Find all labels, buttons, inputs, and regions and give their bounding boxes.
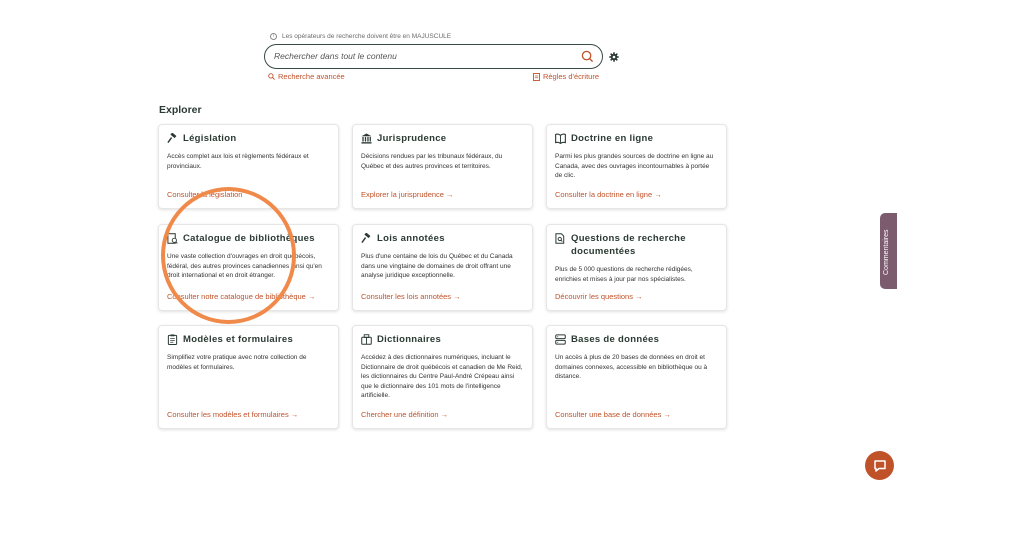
search-hint — [270, 30, 624, 42]
search-small-icon — [268, 73, 275, 80]
card-title: Doctrine en ligne — [571, 133, 654, 144]
gear-icon[interactable] — [609, 52, 619, 62]
card-link[interactable]: Consulter une base de données → — [555, 410, 671, 419]
card-title: Bases de données — [571, 334, 660, 345]
card-description: Un accès à plus de 20 bases de données en droit et domaines connexes, accessible en bibliothèque ou à distance. — [555, 354, 708, 380]
search-input[interactable] — [274, 45, 574, 67]
card-description: Décisions rendues par les tribunaux fédéraux, du Québec et des autres provinces et territoires. — [361, 153, 503, 170]
card-description: Simplifiez votre pratique avec notre collection de modèles et formulaires. — [167, 354, 307, 371]
courthouse-icon — [361, 133, 372, 144]
database-icon — [555, 334, 566, 345]
card-dictionaries[interactable] — [352, 325, 533, 429]
card-description: Plus de 5 000 questions de recherche rédigées, enrichies et mises à jour par nos spécialistes. — [555, 266, 693, 283]
card-link[interactable]: Découvrir les questions → — [555, 292, 643, 301]
card-databases[interactable] — [546, 325, 727, 429]
card-description: Accédez à des dictionnaires numériques, incluant le Dictionnaire de droit québécois et canadien de Me Reid, les dictionnaires du Centre Paul-André Crépeau ainsi que le dictionnaire des 101 mots de l'intelligence artificielle. — [361, 354, 523, 399]
search-links — [264, 72, 603, 81]
card-link[interactable]: Consulter la législation — [167, 190, 243, 199]
card-title: Dictionnaires — [377, 334, 442, 345]
card-description: Plus d'une centaine de lois du Québec et du Canada dans une vingtaine de domaines de droit offrant une analyse juridique exceptionnelle. — [361, 253, 513, 279]
search-area — [264, 30, 624, 81]
card-models-forms[interactable] — [158, 325, 339, 429]
search-row — [264, 44, 624, 69]
card-title: Législation — [183, 133, 237, 144]
gavel-icon — [361, 233, 372, 244]
card-link[interactable]: Consulter les lois annotées → — [361, 292, 461, 301]
info-icon: i — [270, 33, 277, 40]
document-icon — [533, 73, 540, 81]
document-search-icon — [555, 233, 566, 244]
card-title: Questions de recherche documentées — [571, 233, 686, 257]
card-description: Parmi les plus grandes sources de doctrine en ligne au Canada, avec des ouvrages incontournables à portée de clic. — [555, 153, 714, 179]
card-link[interactable]: Chercher une définition → — [361, 410, 449, 419]
card-description: Une vaste collection d'ouvrages en droit québécois, fédéral, des autres provinces canadiennes ainsi qu'en droit international et en droit étranger. — [167, 253, 322, 279]
search-icon[interactable] — [581, 50, 594, 63]
feedback-tab[interactable] — [880, 213, 897, 289]
writing-rules-link[interactable] — [533, 72, 599, 81]
advanced-search-link[interactable] — [268, 72, 345, 81]
chat-button[interactable] — [865, 451, 894, 480]
card-link[interactable]: Consulter notre catalogue de bibliothèque → — [167, 292, 316, 301]
book-icon — [555, 133, 566, 144]
search-box[interactable] — [264, 44, 603, 69]
card-research-questions[interactable] — [546, 224, 727, 311]
feedback-label: Commentaires — [883, 229, 890, 275]
writing-rules-label: Règles d'écriture — [542, 72, 599, 81]
search-hint-text: Les opérateurs de recherche doivent être en MAJUSCULE — [282, 32, 452, 40]
advanced-search-label: Recherche avancée — [278, 72, 345, 81]
card-legislation[interactable] — [158, 124, 339, 209]
card-title: Catalogue de bibliothèques — [183, 233, 315, 244]
card-title: Modèles et formulaires — [183, 334, 294, 345]
explorer-title: Explorer — [159, 104, 202, 116]
card-title: Jurisprudence — [377, 133, 447, 144]
card-link[interactable]: Explorer la jurisprudence → — [361, 190, 454, 199]
chat-icon — [873, 459, 887, 473]
card-doctrine[interactable] — [546, 124, 727, 209]
library-icon — [167, 233, 178, 244]
card-link[interactable]: Consulter les modèles et formulaires → — [167, 410, 299, 419]
card-library-catalogue[interactable] — [158, 224, 339, 311]
card-annotated-laws[interactable] — [352, 224, 533, 311]
card-jurisprudence[interactable] — [352, 124, 533, 209]
clipboard-icon — [167, 334, 178, 345]
card-link[interactable]: Consulter la doctrine en ligne → — [555, 190, 662, 199]
card-title: Lois annotées — [377, 233, 445, 244]
dictionary-icon — [361, 334, 372, 345]
gavel-icon — [167, 133, 178, 144]
card-description: Accès complet aux lois et règlements fédéraux et provinciaux. — [167, 153, 309, 170]
